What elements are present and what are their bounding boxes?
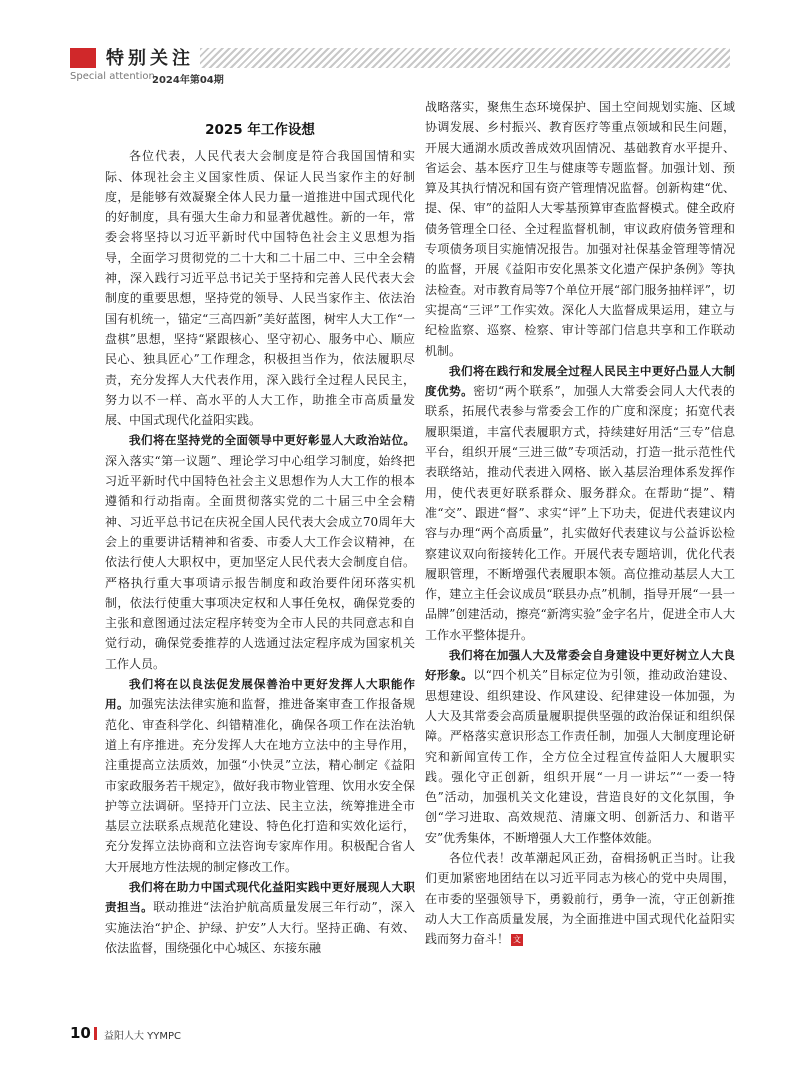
article-title: 2025 年工作设想: [205, 122, 315, 138]
page-header: [70, 40, 730, 88]
paragraph: 我们将在坚持党的全面领导中更好彰显人大政治站位。深入落实“第一议题”、理论学习中心组学习制度，始终把习近平新时代中国特色社会主义思想作为人大工作的根本遵循和行动指南。全面贯彻落实党的二十届三中全会精神、习近平总书记在庆祝全国人民代表大会成立70周年大会上的重要讲话精神和省委、市委人大工作会议精神，在依法行使人大职权中，更加坚定人民代表大会制度自信。严格执行重大事项请示报告制度和政治要件闭环落实机制，依法行使重大事项决定权和人事任免权，确保党委的主张和意图通过法定程序转变为全市人民的共同意志和自觉行动，确保党委推荐的人选通过法定程序成为国家机关工作人员。: [105, 433, 415, 671]
paragraph-lead: 我们将在以良法促发展保善治中更好发挥人大职能作用。: [105, 677, 415, 712]
paragraph: 我们将在助力中国式现代化益阳实践中更好展现人大职责担当。联动推进“法治护航高质量发展三年行动”，深入实施法治“护企、护绿、护安”人大行。坚持正确、有效、依法监督，围绕强化中心城区、东接东融: [105, 879, 415, 955]
publication-name: 益阳人大 YYMPC: [104, 1031, 182, 1042]
header-stripe-decoration: [200, 48, 730, 68]
left-column: [105, 120, 415, 958]
paragraph: 各位代表，人民代表大会制度是符合我国国情和实际、体现社会主义国家性质、保证人民当家作主的好制度，是能够有效凝聚全体人民力量一道推进中国式现代化的好制度，具有强大生命力和显著优越性。新的一年，常委会将坚持以习近平新时代中国特色社会主义思想为指导，全面学习贯彻党的二十大和二十届二中、三中全会精神，深入践行习近平总书记关于坚持和完善人民代表大会制度的重要思想，坚持党的领导、人民当家作主、依法治国有机统一，锚定“三高四新”美好蓝图，树牢人大工作“一盘棋”思想，坚持“紧跟核心、坚守初心、服务中心、顺应民心、独具匠心”工作理念，积极担当作为，依法履职尽责，充分发挥人大代表作用，深入践行全过程人民民主，努力以不一样、高水平的人大工作，助推全市高质量发展、中国式现代化益阳实践。: [105, 149, 415, 428]
paragraph-lead: 我们将在坚持党的全面领导中更好彰显人大政治站位。: [129, 433, 415, 448]
paragraph: 我们将在加强人大及常委会自身建设中更好树立人大良好形象。以“四个机关”目标定位为引领，推动政治建设、思想建设、组织建设、作风建设、纪律建设一体加强，为人大及其常委会高质量履职提供坚强的政治保证和组织保障。严格落实意识形态工作责任制，加强人大制度理论研究和新闻宣传工作，全方位全过程宣传益阳人大履职实践。强化守正创新，组织开展“一月一讲坛”“一委一特色”活动，加强机关文化建设，营造良好的文化氛围，争创“学习进取、高效规范、清廉文明、创新活力、和谐平安”优秀集体，不断增强人大工作整体效能。: [425, 648, 735, 845]
paragraph: 各位代表！改革潮起风正劲，奋楫扬帆正当时。让我们更加紧密地团结在以习近平同志为核心的党中央周围，在市委的坚强领导下，勇毅前行，勇争一流，守正创新推动人大工作高质量发展，为全面推进中国式现代化益阳实践而努力奋斗！ 文: [425, 850, 735, 947]
issue-label: 2024年第04期: [152, 75, 224, 86]
right-column: [425, 97, 735, 949]
header-accent-bar: [70, 48, 96, 68]
footer-accent-bar: [94, 1027, 97, 1040]
paragraph-lead: 我们将在践行和发展全过程人民民主中更好凸显人大制度优势。: [425, 363, 735, 399]
paragraph-lead: 我们将在加强人大及常委会自身建设中更好树立人大良好形象。: [425, 648, 735, 683]
paragraph: 战略落实，聚焦生态环境保护、国土空间规划实施、区域协调发展、乡村振兴、教育医疗等重点领域和民生问题，开展大通湖水质改善成效巩固情况、基础教育水平提升、省运会、基本医疗卫生与健康等专题监督。加强计划、预算及其执行情况和国有资产管理情况监督。创新构建“优、提、保、审”的益阳人大零基预算审查监督模式。健全政府债务管理全口径、全过程监督机制，审议政府债务管理和专项债务项目实施情况报告。加强对社保基金管理等情况的监督，开展《益阳市安化黑茶文化遗产保护条例》等执法检查。对市教育局等7个单位开展“部门服务抽样评”，切实提高“三评”工作实效。深化人大监督成果运用，建立与纪检监察、巡察、检察、审计等部门信息共享和工作联动机制。: [425, 100, 735, 358]
paragraph: 我们将在以良法促发展保善治中更好发挥人大职能作用。加强宪法法律实施和监督，推进备案审查工作报备规范化、审查科学化、纠错精准化，确保各项工作在法治轨道上有序推进。充分发挥人大在地方立法中的主导作用，注重提高立法质效，加强“小快灵”立法，精心制定《益阳市家政服务若干规定》，做好我市物业管理、饮用水安全保护等立法调研。坚持开门立法、民主立法，统筹推进全市基层立法联系点规范化建设、特色化打造和实效化运行，充分发挥立法协商和立法咨询专家库作用。积极配合省人大开展地方性法规的制定修改工作。: [105, 677, 415, 874]
page-number: 10: [70, 1024, 91, 1042]
paragraph: 我们将在践行和发展全过程人民民主中更好凸显人大制度优势。密切“两个联系”，加强人大常委会同人大代表的联系，拓展代表参与常委会工作的广度和深度；拓宽代表履职渠道，丰富代表履职方式，持续建好用活“三专”信息平台，组织开展“三进三做”专项活动，打造一批示范性代表联络站，推动代表进入网格、嵌入基层治理体系发挥作用，使代表更好联系群众、服务群众。在帮助“提”、精准“交”、跟进“督”、求实“评”上下功夫，促进代表建议内容与办理“两个高质量”，扎实做好代表建议与公益诉讼检察建议双向衔接转化工作。开展代表专题培训，优化代表履职管理，不断增强代表履职本领。高位推动基层人大工作，建立主任会议成员“联县办点”机制，指导开展“一县一品牌”创建活动，擦亮“新湾实验”金字名片，促进全市人大工作水平整体提升。: [425, 363, 735, 642]
section-subtitle: Special attention: [70, 71, 155, 82]
end-mark-icon: 文: [513, 934, 522, 944]
paragraph-lead: 我们将在助力中国式现代化益阳实践中更好展现人大职责担当。: [105, 879, 415, 915]
section-title: 特别关注: [106, 48, 194, 69]
